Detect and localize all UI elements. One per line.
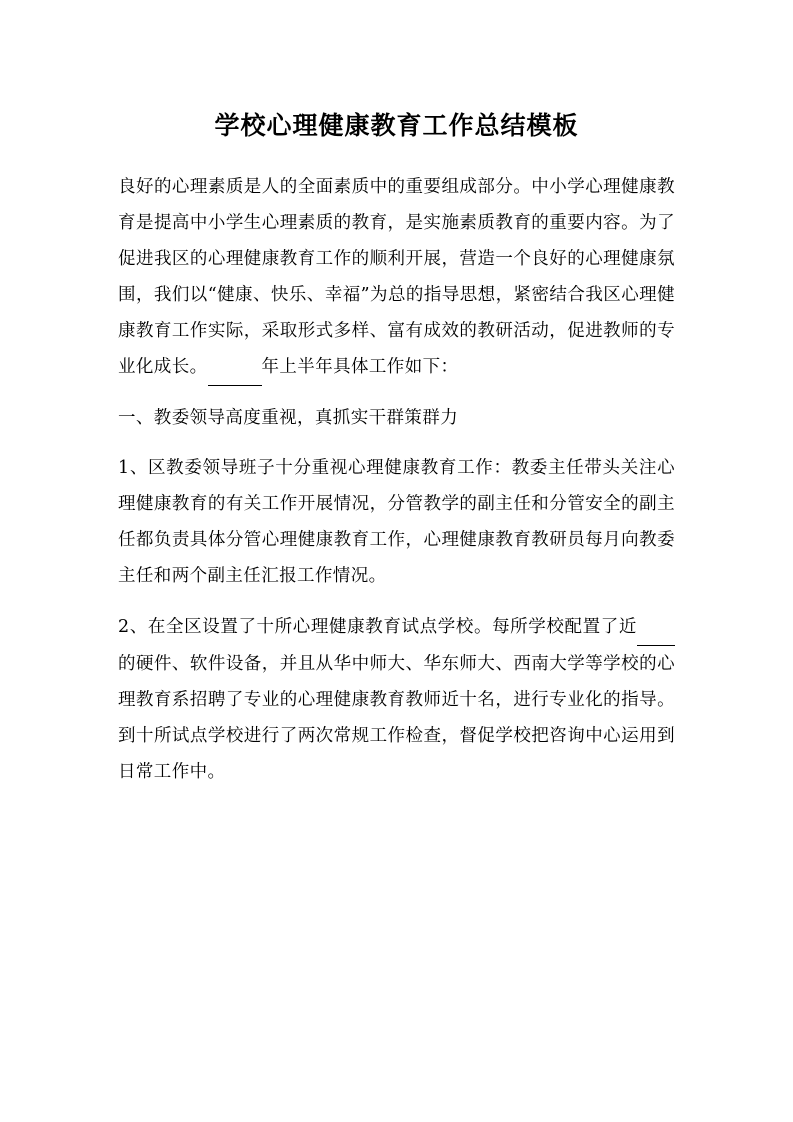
paragraph-text: 的硬件、软件设备，并且从华中师大、华东师大、西南大学等学校的心理教育系招聘了专业的心理健康教育教师近十名，进行专业化的指导。到十所试点学校进行了两次常规工作检查，督促学校把咨询中心运用到日常工作中。 <box>118 653 675 782</box>
page-title: 学校心理健康教育工作总结模板 <box>214 111 579 140</box>
paragraph-text: 1、区教委领导班子十分重视心理健康教育工作：教委主任带头关注心理健康教育的有关工作开展情况，分管教学的副主任和分管安全的副主任都负责具体分管心理健康教育工作，心理健康教育教研员每月向教委主任和两个副主任汇报工作情况。 <box>118 458 675 587</box>
paragraph-text: 年上半年具体工作如下： <box>261 357 459 378</box>
paragraph <box>118 450 675 594</box>
paragraph-text: 良好的心理素质是人的全面素质中的重要组成部分。中小学心理健康教育是提高中小学生心理素质的教育，是实施素质教育的重要内容。为了促进我区的心理健康教育工作的顺利开展，营造一个良好的心理健康氛围，我们以“健康、快乐、幸福”为总的指导思想，紧密结合我区心理健康教育工作实际，采取形式多样、富有成效的教研活动，促进教师的专业化成长。 <box>118 177 675 378</box>
paragraph <box>118 400 675 436</box>
paragraph-text: 2、在全区设置了十所心理健康教育试点学校。每所学校配置了近 <box>118 616 637 637</box>
paragraph-text: 一、教委领导高度重视，真抓实干群策群力 <box>118 408 459 429</box>
fill-in-blank[interactable] <box>637 609 675 646</box>
paragraph <box>118 609 675 790</box>
paragraph <box>118 169 675 386</box>
fill-in-blank[interactable] <box>208 349 262 386</box>
document-body <box>118 169 675 790</box>
